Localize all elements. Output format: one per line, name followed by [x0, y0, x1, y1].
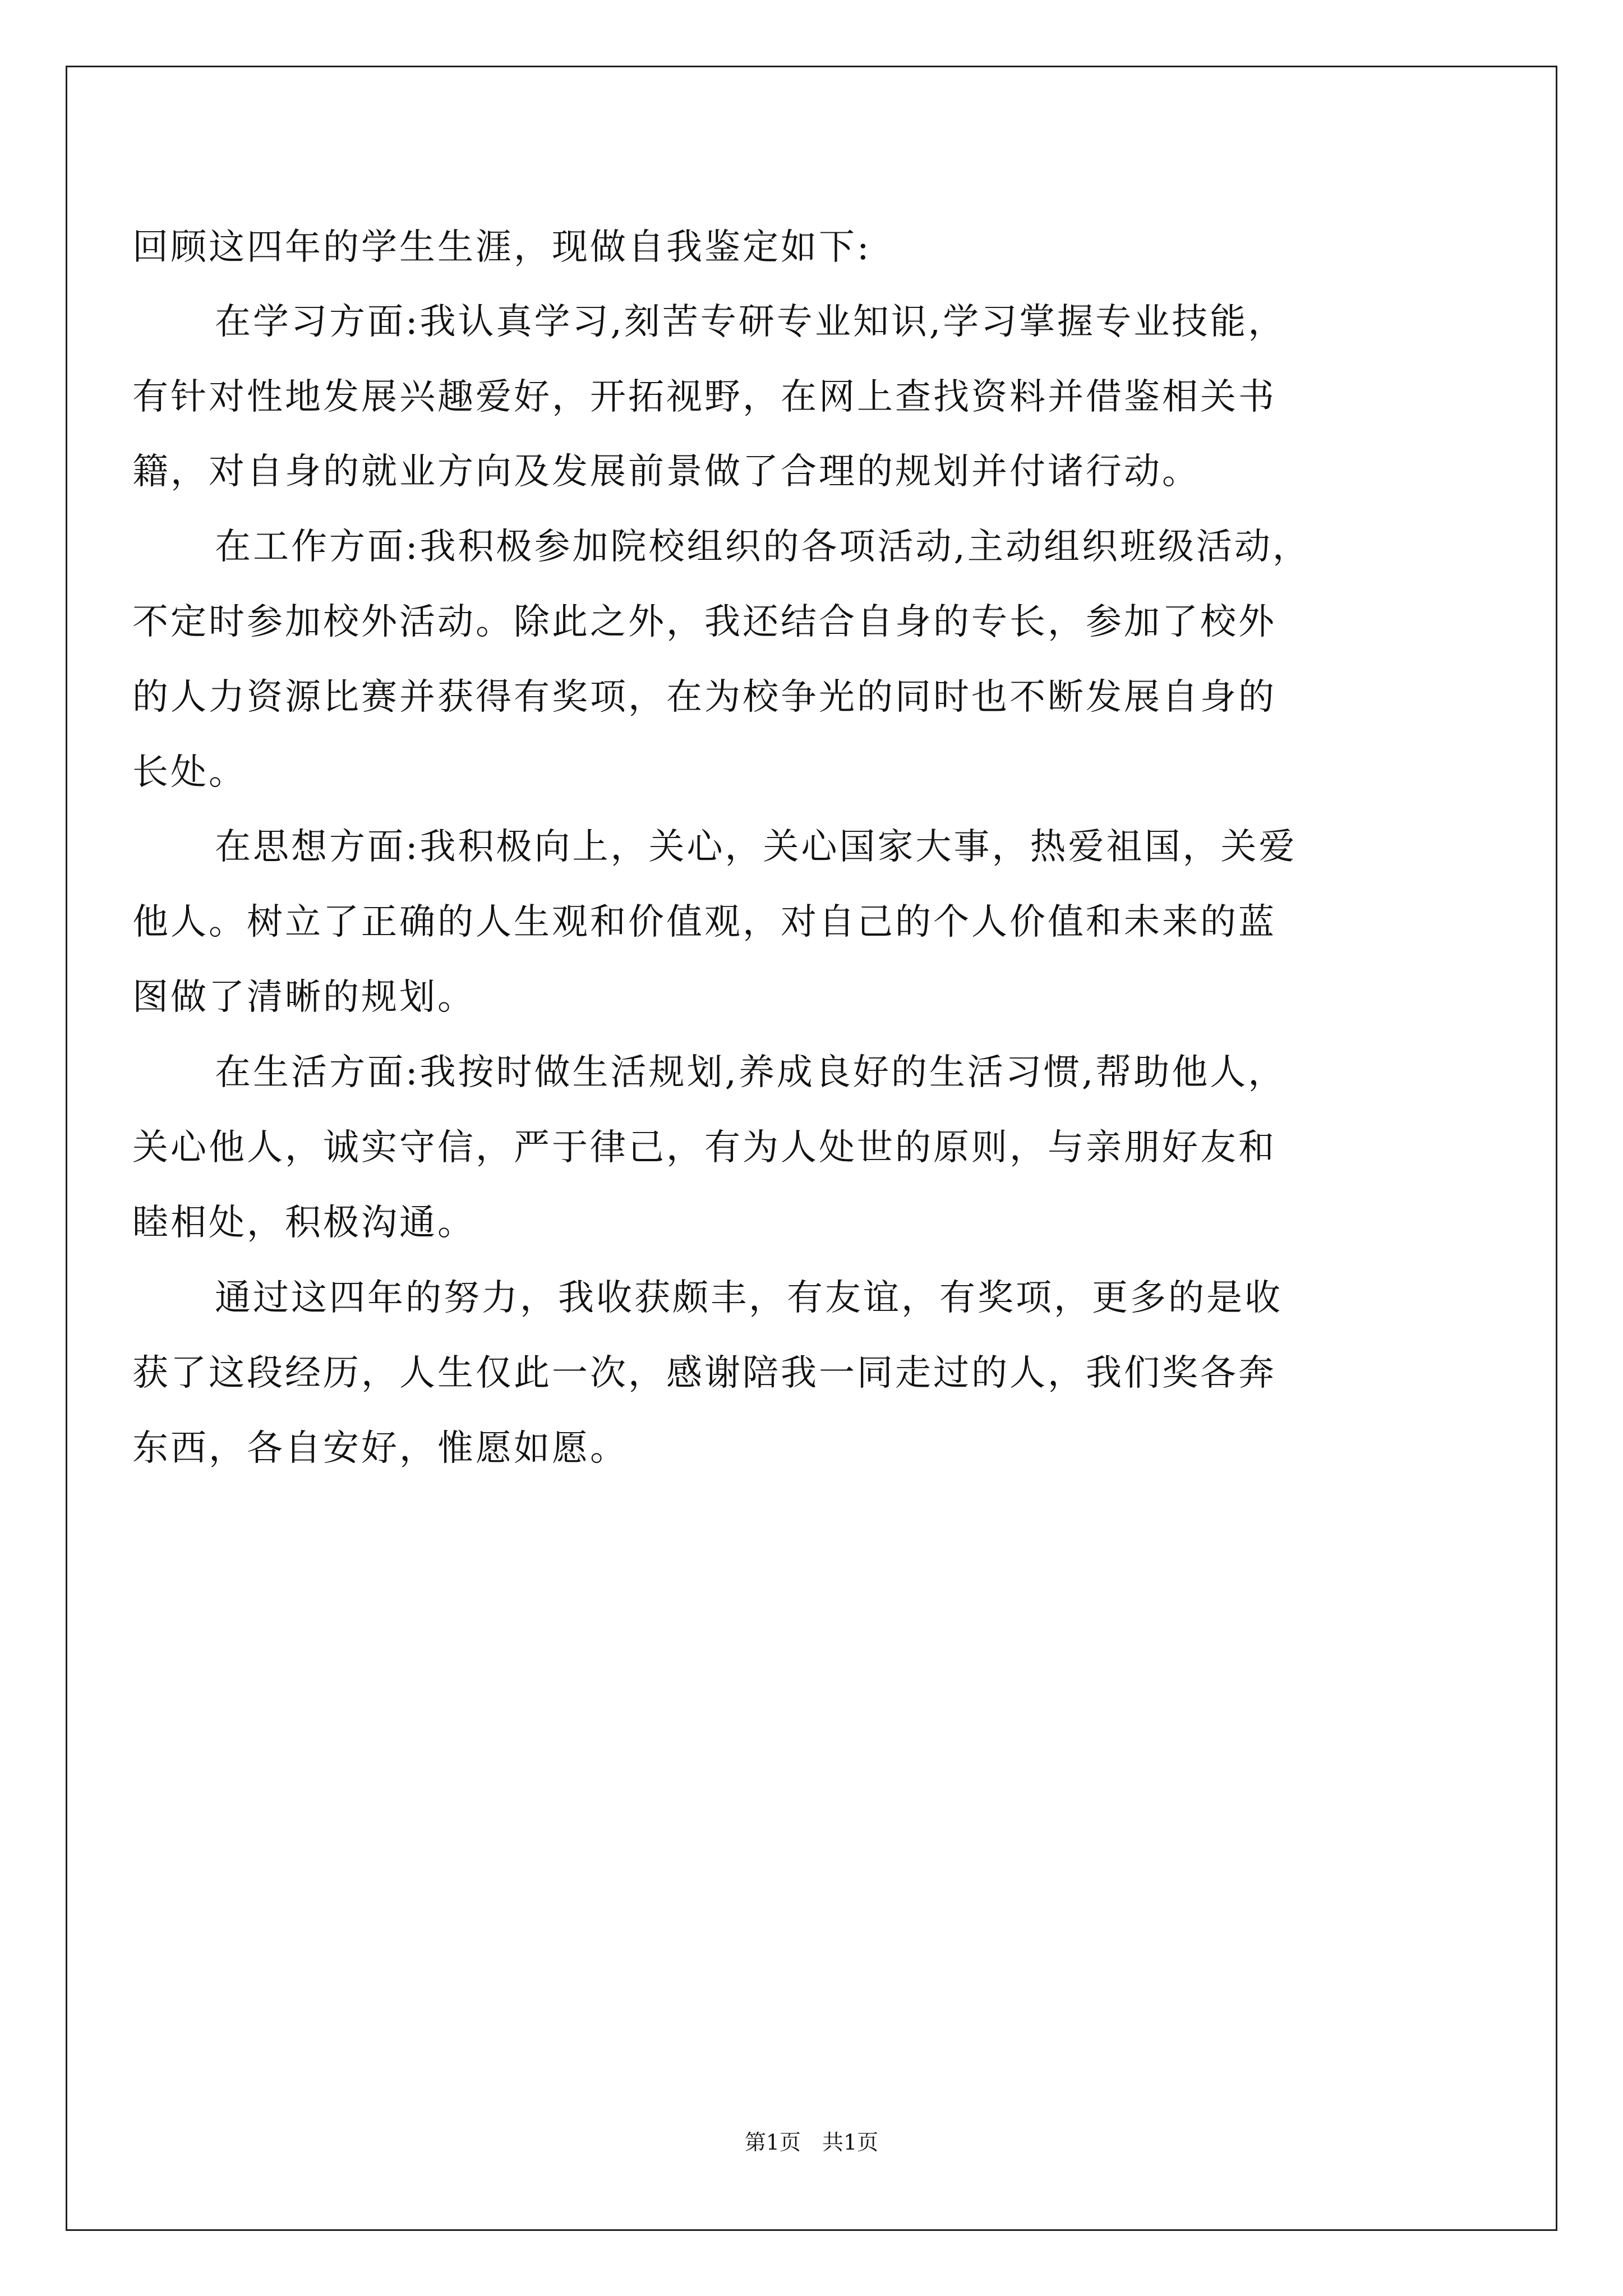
text-line: 在学习方面:我认真学习,刻苦专研专业知识,学习掌握专业技能， [215, 301, 1287, 343]
text-line: 籍，对自身的就业方向及发展前景做了合理的规划并付诸行动。 [132, 451, 1200, 493]
text-line: 不定时参加校外活动。除此之外，我还结合自身的专长，参加了校外 [132, 601, 1276, 643]
text-line: 在生活方面:我按时做生活规划,养成良好的生活习惯,帮助他人， [215, 1052, 1287, 1093]
text-line: 在工作方面:我积极参加院校组织的各项活动,主动组织班级活动， [215, 526, 1311, 568]
text-line: 获了这段经历，人生仅此一次，感谢陪我一同走过的人，我们奖各奔 [132, 1352, 1276, 1394]
page-number: 第1页 共1页 [744, 2130, 879, 2155]
text-line: 的人力资源比赛并获得有奖项，在为校争光的同时也不断发展自身的 [132, 677, 1276, 718]
text-line: 东西，各自安好，惟愿如愿。 [132, 1428, 628, 1469]
text-line: 长处。 [132, 752, 247, 793]
text-line: 图做了清晰的规划。 [132, 977, 476, 1018]
text-line: 他人。树立了正确的人生观和价值观，对自己的个人价值和未来的蓝 [132, 901, 1276, 943]
text-line: 睦相处，积极沟通。 [132, 1202, 476, 1244]
text-line: 回顾这四年的学生生涯，现做自我鉴定如下: [132, 227, 872, 268]
text-line: 通过这四年的努力，我收获颇丰，有友谊，有奖项，更多的是收 [215, 1277, 1283, 1319]
text-line: 有针对性地发展兴趣爱好，开拓视野，在网上查找资料并借鉴相关书 [132, 376, 1276, 418]
text-line: 在思想方面:我积极向上，关心，关心国家大事，热爱祖国，关爱 [215, 826, 1297, 868]
text-line: 关心他人，诚实守信，严于律己，有为人处世的原则，与亲朋好友和 [132, 1127, 1276, 1168]
